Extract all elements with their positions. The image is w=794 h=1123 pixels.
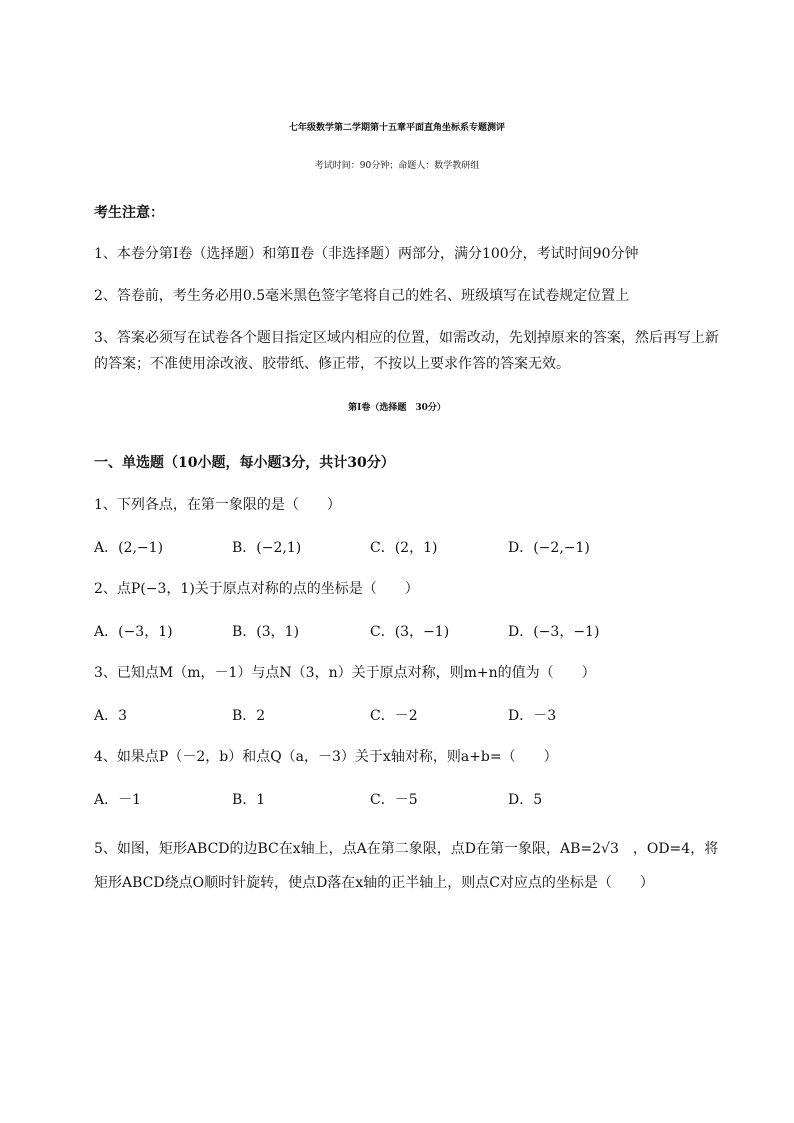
notice-item-1: 1、本卷分第Ⅰ卷（选择题）和第Ⅱ卷（非选择题）两部分，满分100分，考试时间90分钟 — [94, 246, 639, 262]
part-heading: 一、单选题（10小题，每小题3分，共计30分） — [94, 455, 395, 471]
question-1-stem: 1、下列各点，在第一象限的是（ ） — [94, 497, 341, 513]
exam-subtitle: 考试时间：90分钟；命题人：数学教研组 — [314, 161, 480, 171]
notice-item-3-continued: 的答案；不准使用涂改液、胶带纸、修正带，不按以上要求作答的答案无效。 — [94, 356, 570, 372]
page-title: 七年级数学第二学期第十五章平面直角坐标系专题测评 — [288, 123, 505, 133]
question-2-stem: 2、点P(−3，1)关于原点对称的点的坐标是（ ） — [94, 581, 419, 597]
question-4-option-a: A．－1 — [94, 792, 142, 808]
question-3-option-c: C．－2 — [370, 708, 418, 724]
question-4-option-c: C．－5 — [370, 792, 418, 808]
question-5-stem-line-2: 矩形ABCD绕点O顺时针旋转，使点D落在x轴的正半轴上，则点C对应点的坐标是（ ） — [94, 875, 654, 891]
notice-item-3: 3、答案必须写在试卷各个题目指定区域内相应的位置，如需改动，先划掉原来的答案，然后再写上新 — [94, 330, 719, 346]
question-2-option-d: D．(−3，−1) — [508, 624, 600, 640]
notice-heading: 考生注意： — [94, 205, 164, 221]
question-1-option-c: C．(2，1) — [370, 540, 438, 556]
question-3-option-b: B．2 — [232, 708, 266, 724]
question-5-stem-line-1: 5、如图，矩形ABCD的边BC在x轴上，点A在第二象限，点D在第一象限，AB=2√3 ，OD=4，将 — [94, 841, 719, 857]
notice-item-2: 2、答卷前，考生务必用0.5毫米黑色签字笔将自己的姓名、班级填写在试卷规定位置上 — [94, 288, 630, 304]
question-3-stem: 3、已知点M（m，－1）与点N（3，n）关于原点对称，则m+n的值为（ ） — [94, 665, 596, 681]
question-3-option-a: A．3 — [94, 708, 128, 724]
question-4-option-d: D．5 — [508, 792, 543, 808]
question-1-option-a: A．(2,−1) — [94, 540, 164, 556]
section-title: 第Ⅰ卷（选择题 30分） — [348, 403, 446, 413]
question-2-option-c: C．(3，−1) — [370, 624, 450, 640]
question-1-option-d: D．(−2,−1) — [508, 540, 590, 556]
question-3-option-d: D．－3 — [508, 708, 557, 724]
question-4-stem: 4、如果点P（－2，b）和点Q（a，－3）关于x轴对称，则a+b=（ ） — [94, 749, 558, 765]
question-2-option-a: A．(−3，1) — [94, 624, 173, 640]
question-2-option-b: B．(3，1) — [232, 624, 300, 640]
question-1-option-b: B．(−2,1) — [232, 540, 302, 556]
question-4-option-b: B．1 — [232, 792, 266, 808]
